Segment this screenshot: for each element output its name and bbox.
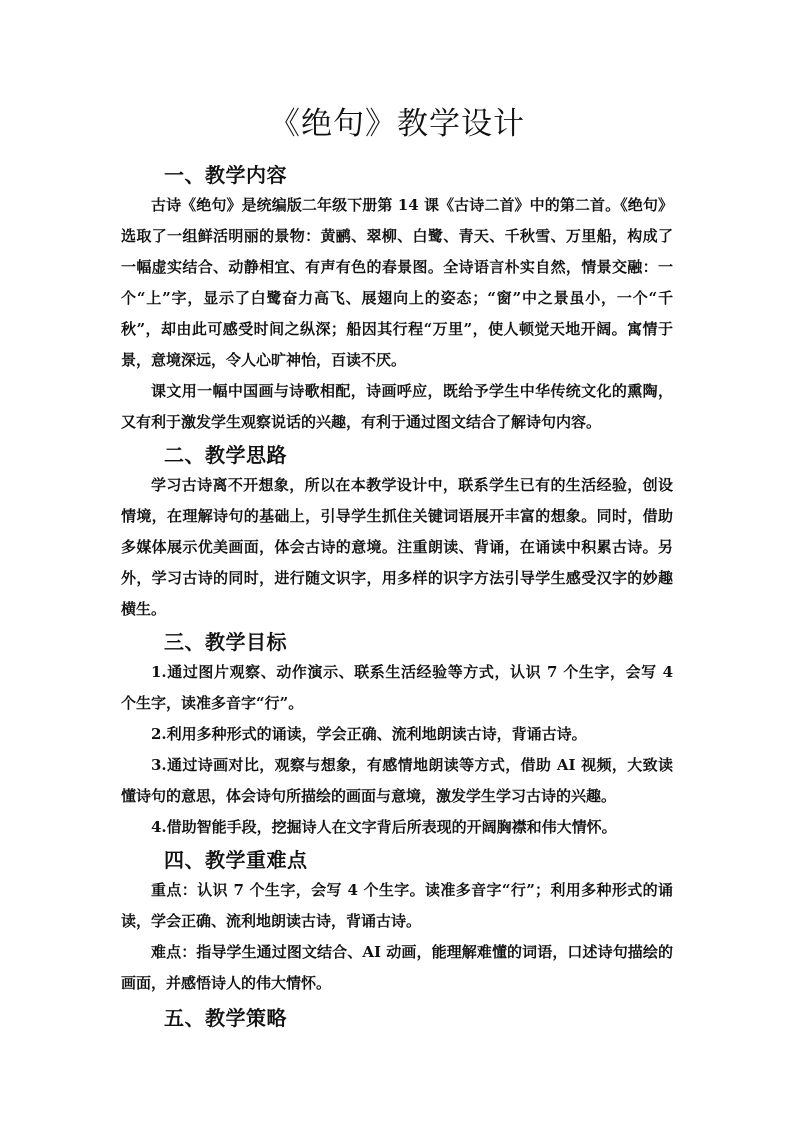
paragraph: 学习古诗离不开想象，所以在本教学设计中，联系学生已有的生活经验，创设情境，在理解诗句的基础上，引导学生抓住关键词语展开丰富的想象。同时，借助多媒体展示优美画面，体会古诗的意境。注重朗读、背诵，在诵读中积累古诗。另外，学习古诗的同时，进行随文识字，用多样的识字方法引导学生感受汉字的妙趣横生。: [121, 476, 673, 618]
document-body: [121, 160, 673, 1033]
paragraph: 古诗《绝句》是统编版二年级下册第 14 课《古诗二首》中的第二首。《绝句》选取了一组鲜活明丽的景物：黄鹂、翠柳、白鹭、青天、千秋雪、万里船，构成了一幅虚实结合、动静相宜、有声有色的春景图。全诗语言朴实自然，情景交融：一个“上”字，显示了白鹭奋力高飞、展翅向上的姿态；“窗”中之景虽小，一个“千秋”，却由此可感受时间之纵深；船因其行程“万里”，使人顿觉天地开阔。寓情于景，意境深远，令人心旷神怡，百读不厌。: [121, 196, 673, 369]
section-heading-teaching-objectives: 三、教学目标: [164, 630, 287, 654]
paragraph: 难点：指导学生通过图文结合、AI 动画，能理解难懂的词语，口述诗句描绘的画面，并感悟诗人的伟大情怀。: [121, 943, 673, 992]
objective-item: 3.通过诗画对比，观察与想象，有感情地朗读等方式，借助 AI 视频，大致读懂诗句的意思，体会诗句所描绘的画面与意境，激发学生学习古诗的兴趣。: [121, 756, 673, 805]
objective-item: 1.通过图片观察、动作演示、联系生活经验等方式，认识 7 个生字，会写 4 个生字，读准多音字“行”。: [121, 663, 673, 712]
paragraph: 重点：认识 7 个生字，会写 4 个生字。读准多音字“行”；利用多种形式的诵读，学会正确、流利地朗读古诗，背诵古诗。: [121, 881, 673, 930]
section-heading-teaching-strategy: 五、教学策略: [164, 1006, 287, 1030]
section-heading-key-difficult-points: 四、教学重难点: [164, 848, 308, 872]
section-heading-teaching-approach: 二、教学思路: [164, 443, 287, 467]
section-heading-teaching-content: 一、教学内容: [164, 163, 287, 187]
objective-item: 2.利用多种形式的诵读，学会正确、流利地朗读古诗，背诵古诗。: [151, 725, 587, 743]
document-title: 《绝句》教学设计: [269, 106, 525, 142]
paragraph: 课文用一幅中国画与诗歌相配，诗画呼应，既给予学生中华传统文化的熏陶，又有利于激发学生观察说话的兴趣，有利于通过图文结合了解诗句内容。: [121, 382, 673, 431]
objective-item: 4.借助智能手段，挖掘诗人在文字背后所表现的开阔胸襟和伟大情怀。: [151, 818, 617, 836]
